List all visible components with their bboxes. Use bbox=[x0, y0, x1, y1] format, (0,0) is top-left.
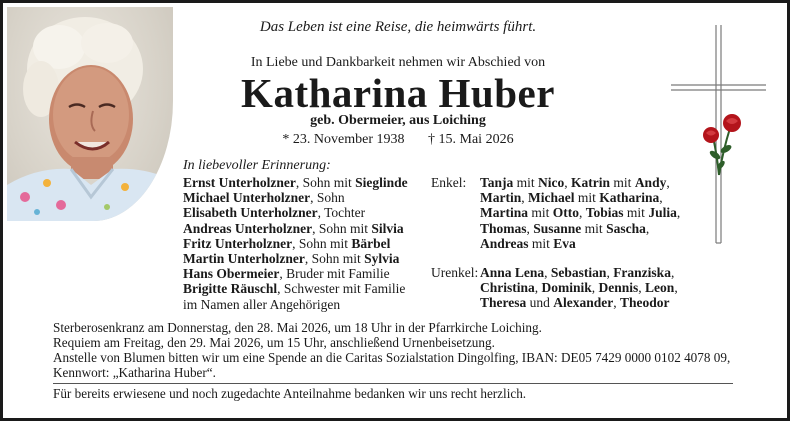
great-grandchildren-label: Urenkel: bbox=[431, 265, 479, 280]
intro-text: In Liebe und Dankbarkeit nehmen wir Abschied von bbox=[250, 55, 546, 70]
mourner-row: Ernst Unterholzner, Sohn mit Sieglinde bbox=[183, 175, 408, 190]
mourner-row: Elisabeth Unterholzner, Tochter bbox=[183, 205, 366, 221]
rosary-line: Sterberosenkranz am Donnerstag, den 28. Mai 2026, um 18 Uhr in der Pfarrkirche Loiching. bbox=[53, 320, 542, 335]
grandchildren-label: Enkel: bbox=[431, 175, 467, 190]
requiem-line: Requiem am Freitag, den 29. Mai 2026, um 15 Uhr, anschließend Urnenbeisetzung. bbox=[53, 335, 495, 350]
motto: Das Leben ist eine Reise, die heimwärts führt. bbox=[259, 19, 537, 35]
grandchildren-list bbox=[480, 175, 680, 251]
grandchildren-row: Martin, Michael mit Katharina, bbox=[480, 190, 663, 206]
grandchildren-row: Tanja mit Nico, Katrin mit Andy, bbox=[480, 175, 670, 190]
mourner-row: Brigitte Räuschl, Schwester mit Familie bbox=[183, 281, 406, 297]
keyword-line: Kennwort: „Katharina Huber“. bbox=[53, 365, 216, 380]
grandchildren-row: Martina mit Otto, Tobias mit Julia, bbox=[480, 205, 681, 221]
mourner-row: Fritz Unterholzner, Sohn mit Bärbel bbox=[183, 235, 391, 251]
great-grandchildren-row: Christina, Dominik, Dennis, Leon, bbox=[480, 280, 678, 296]
birth-date: * 23. November 1938 bbox=[282, 132, 405, 147]
divider bbox=[53, 383, 733, 384]
maiden-name: geb. Obermeier, aus Loiching bbox=[310, 113, 486, 128]
death-date: † 15. Mai 2026 bbox=[428, 132, 514, 147]
great-grandchildren-list bbox=[480, 265, 678, 311]
mourner-row: Andreas Unterholzner, Sohn mit Silvia bbox=[183, 220, 404, 236]
deceased-name: Katharina Huber bbox=[241, 70, 555, 116]
mourners-list bbox=[183, 175, 423, 312]
great-grandchildren-row: Theresa und Alexander, Theodor bbox=[480, 295, 670, 311]
grandchildren-row: Andreas mit Eva bbox=[480, 235, 576, 251]
mourner-row: Michael Unterholzner, Sohn bbox=[183, 190, 345, 206]
mourner-row: Hans Obermeier, Bruder mit Familie bbox=[183, 266, 390, 282]
mourners-footer: im Namen aller Angehörigen bbox=[183, 296, 341, 312]
funeral-details bbox=[53, 320, 753, 380]
great-grandchildren-row: Anna Lena, Sebastian, Franziska, bbox=[480, 265, 675, 280]
thanks-text: Für bereits erwiesene und noch zugedachte Anteilnahme bedanken wir uns recht herzlich. bbox=[53, 386, 527, 401]
grandchildren-row: Thomas, Susanne mit Sascha, bbox=[480, 220, 650, 236]
memory-title: In liebevoller Erinnerung: bbox=[183, 158, 331, 173]
cross-with-roses-icon bbox=[671, 25, 771, 245]
donation-line: Anstelle von Blumen bitten wir um eine Spende an die Caritas Sozialstation Dingolfing, IBAN: DE05 7429 0000 0102 4078 09, bbox=[53, 350, 731, 365]
mourner-row: Martin Unterholzner, Sohn mit Sylvia bbox=[183, 251, 400, 267]
